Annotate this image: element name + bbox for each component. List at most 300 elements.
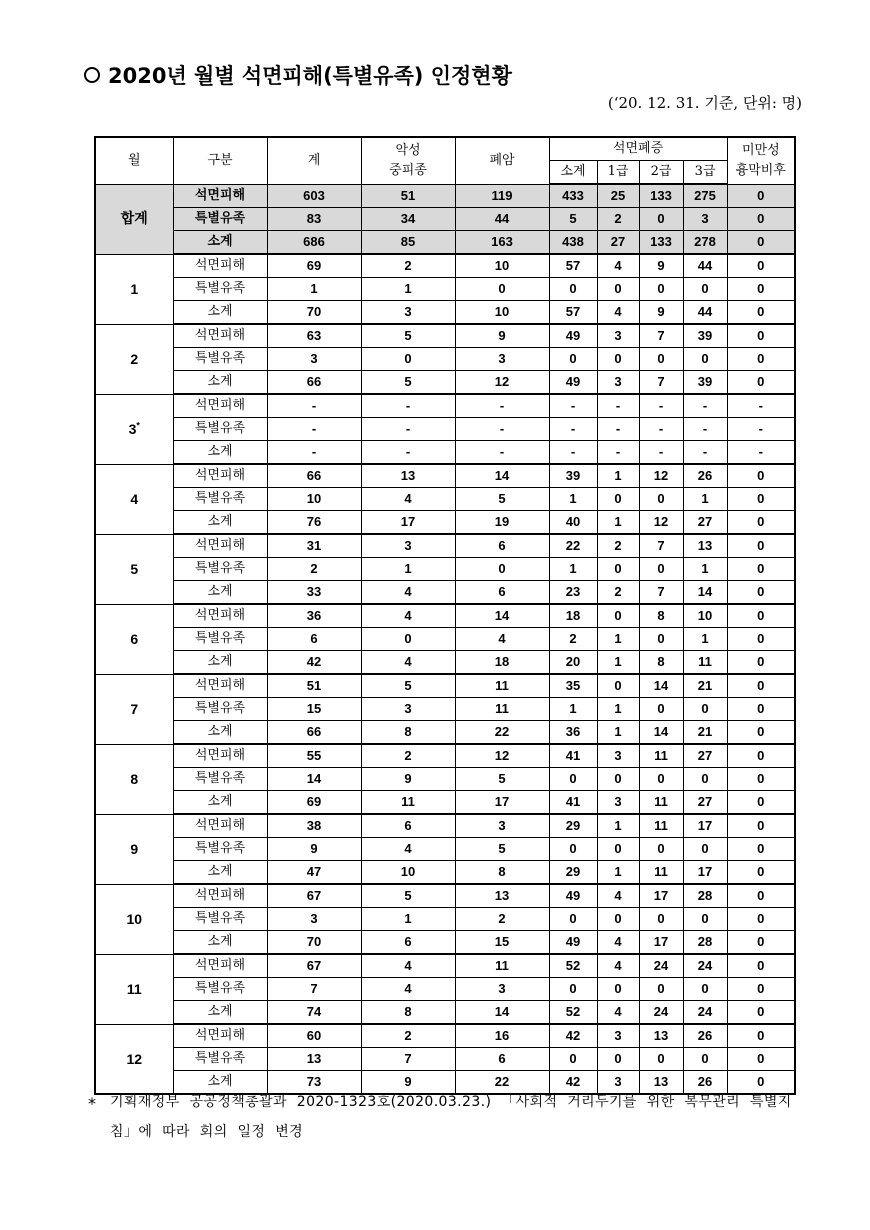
value-cell: 17 bbox=[455, 791, 549, 815]
value-cell: 0 bbox=[639, 628, 683, 651]
header-asbestosis: 석면폐증 bbox=[549, 137, 727, 161]
value-cell: 55 bbox=[267, 744, 361, 768]
value-cell: 57 bbox=[549, 301, 597, 325]
value-cell: 14 bbox=[639, 721, 683, 745]
table-row bbox=[95, 698, 795, 721]
value-cell: 0 bbox=[727, 884, 795, 908]
value-cell: 0 bbox=[639, 558, 683, 581]
month-cell bbox=[95, 814, 173, 884]
value-cell: - bbox=[267, 394, 361, 418]
value-cell: 0 bbox=[639, 908, 683, 931]
value-cell: 2 bbox=[549, 628, 597, 651]
value-cell: 6 bbox=[455, 534, 549, 558]
value-cell: - bbox=[267, 441, 361, 465]
value-cell: 13 bbox=[639, 1024, 683, 1048]
category-cell: 특별유족 bbox=[173, 698, 267, 721]
value-cell: 14 bbox=[455, 604, 549, 628]
value-cell: - bbox=[639, 441, 683, 465]
value-cell: 24 bbox=[683, 1001, 727, 1025]
value-cell: 2 bbox=[597, 581, 639, 605]
value-cell: 433 bbox=[549, 184, 597, 208]
value-cell: 17 bbox=[639, 931, 683, 955]
value-cell: 69 bbox=[267, 254, 361, 278]
value-cell: 24 bbox=[683, 954, 727, 978]
value-cell: 1 bbox=[597, 511, 639, 535]
value-cell: 17 bbox=[639, 884, 683, 908]
value-cell: 10 bbox=[683, 604, 727, 628]
value-cell: 1 bbox=[683, 628, 727, 651]
value-cell: 686 bbox=[267, 231, 361, 255]
value-cell: - bbox=[361, 418, 455, 441]
value-cell: - bbox=[683, 394, 727, 418]
table-row bbox=[95, 371, 795, 395]
value-cell: 24 bbox=[639, 954, 683, 978]
month-label: 7 bbox=[130, 701, 139, 717]
value-cell: 28 bbox=[683, 931, 727, 955]
table-row bbox=[95, 978, 795, 1001]
value-cell: 0 bbox=[683, 1048, 727, 1071]
month-label: 3 bbox=[128, 421, 137, 437]
table-row bbox=[95, 814, 795, 838]
value-cell: 27 bbox=[683, 511, 727, 535]
value-cell: 1 bbox=[361, 908, 455, 931]
value-cell: 0 bbox=[549, 1048, 597, 1071]
value-cell: 10 bbox=[267, 488, 361, 511]
header-mesothelioma: 악성 중피종 bbox=[361, 137, 455, 184]
month-cell bbox=[95, 674, 173, 744]
value-cell: 8 bbox=[361, 721, 455, 745]
value-cell: 10 bbox=[455, 254, 549, 278]
value-cell: 0 bbox=[727, 744, 795, 768]
value-cell: - bbox=[639, 394, 683, 418]
value-cell: 1 bbox=[549, 698, 597, 721]
value-cell: 24 bbox=[639, 1001, 683, 1025]
value-cell: 2 bbox=[361, 744, 455, 768]
table-row bbox=[95, 931, 795, 955]
value-cell: 41 bbox=[549, 744, 597, 768]
value-cell: 0 bbox=[597, 768, 639, 791]
table-row bbox=[95, 838, 795, 861]
value-cell: 27 bbox=[683, 791, 727, 815]
category-cell: 특별유족 bbox=[173, 348, 267, 371]
table-row bbox=[95, 581, 795, 605]
value-cell: 5 bbox=[361, 371, 455, 395]
value-cell: 4 bbox=[361, 651, 455, 675]
value-cell: - bbox=[639, 418, 683, 441]
category-cell: 특별유족 bbox=[173, 418, 267, 441]
value-cell: 6 bbox=[455, 581, 549, 605]
value-cell: 18 bbox=[549, 604, 597, 628]
value-cell: 4 bbox=[361, 838, 455, 861]
category-cell: 특별유족 bbox=[173, 278, 267, 301]
month-cell bbox=[95, 254, 173, 324]
month-cell bbox=[95, 324, 173, 394]
value-cell: 0 bbox=[727, 954, 795, 978]
value-cell: 21 bbox=[683, 674, 727, 698]
value-cell: 49 bbox=[549, 884, 597, 908]
value-cell: 11 bbox=[455, 954, 549, 978]
value-cell: 0 bbox=[727, 581, 795, 605]
table-row bbox=[95, 394, 795, 418]
value-cell: 2 bbox=[361, 1024, 455, 1048]
category-cell: 소계 bbox=[173, 301, 267, 325]
category-cell: 소계 bbox=[173, 861, 267, 885]
value-cell: 27 bbox=[683, 744, 727, 768]
month-label: 9 bbox=[130, 841, 139, 857]
value-cell: 2 bbox=[455, 908, 549, 931]
value-cell: 1 bbox=[597, 464, 639, 488]
value-cell: 119 bbox=[455, 184, 549, 208]
value-cell: 4 bbox=[597, 254, 639, 278]
table-row bbox=[95, 441, 795, 465]
value-cell: 0 bbox=[727, 511, 795, 535]
value-cell: - bbox=[361, 441, 455, 465]
value-cell: 0 bbox=[683, 978, 727, 1001]
value-cell: 2 bbox=[597, 208, 639, 231]
value-cell: 1 bbox=[267, 278, 361, 301]
value-cell: - bbox=[683, 418, 727, 441]
table-row bbox=[95, 1001, 795, 1025]
value-cell: 13 bbox=[267, 1048, 361, 1071]
value-cell: 0 bbox=[727, 301, 795, 325]
month-label: 8 bbox=[130, 771, 139, 787]
value-cell: 0 bbox=[639, 768, 683, 791]
value-cell: 4 bbox=[455, 628, 549, 651]
category-cell: 소계 bbox=[173, 511, 267, 535]
value-cell: 12 bbox=[455, 371, 549, 395]
value-cell: 0 bbox=[727, 254, 795, 278]
value-cell: 4 bbox=[597, 931, 639, 955]
table-row bbox=[95, 861, 795, 885]
value-cell: 36 bbox=[549, 721, 597, 745]
value-cell: 0 bbox=[727, 1048, 795, 1071]
table-row bbox=[95, 791, 795, 815]
month-label: 11 bbox=[126, 981, 142, 997]
value-cell: 9 bbox=[639, 254, 683, 278]
value-cell: 15 bbox=[455, 931, 549, 955]
value-cell: 133 bbox=[639, 184, 683, 208]
value-cell: 7 bbox=[267, 978, 361, 1001]
value-cell: - bbox=[455, 441, 549, 465]
table-row bbox=[95, 1024, 795, 1048]
category-cell: 소계 bbox=[173, 581, 267, 605]
value-cell: 60 bbox=[267, 1024, 361, 1048]
footnote-ref-mark: * bbox=[136, 420, 140, 431]
header-grade-3: 3급 bbox=[683, 161, 727, 185]
value-cell: 11 bbox=[639, 744, 683, 768]
value-cell: 8 bbox=[361, 1001, 455, 1025]
value-cell: 41 bbox=[549, 791, 597, 815]
value-cell: 5 bbox=[455, 488, 549, 511]
category-cell: 석면피해 bbox=[173, 184, 267, 208]
value-cell: 35 bbox=[549, 674, 597, 698]
value-cell: 0 bbox=[727, 324, 795, 348]
table-row bbox=[95, 348, 795, 371]
value-cell: 38 bbox=[267, 814, 361, 838]
value-cell: 0 bbox=[727, 464, 795, 488]
value-cell: 0 bbox=[727, 721, 795, 745]
month-label: 10 bbox=[126, 911, 143, 927]
value-cell: 3 bbox=[267, 908, 361, 931]
value-cell: 7 bbox=[361, 1048, 455, 1071]
value-cell: 0 bbox=[639, 208, 683, 231]
value-cell: 0 bbox=[549, 838, 597, 861]
value-cell: 1 bbox=[361, 278, 455, 301]
value-cell: 49 bbox=[549, 931, 597, 955]
value-cell: 6 bbox=[267, 628, 361, 651]
value-cell: 0 bbox=[727, 1001, 795, 1025]
value-cell: 0 bbox=[727, 908, 795, 931]
value-cell: 11 bbox=[455, 674, 549, 698]
value-cell: 3 bbox=[597, 1071, 639, 1095]
table-row bbox=[95, 278, 795, 301]
value-cell: 0 bbox=[597, 558, 639, 581]
header-total: 계 bbox=[267, 137, 361, 184]
value-cell: 0 bbox=[639, 488, 683, 511]
value-cell: 3 bbox=[361, 301, 455, 325]
table-row bbox=[95, 231, 795, 255]
value-cell: 4 bbox=[597, 301, 639, 325]
value-cell: 11 bbox=[361, 791, 455, 815]
value-cell: 0 bbox=[727, 184, 795, 208]
value-cell: 0 bbox=[683, 768, 727, 791]
circle-bullet-icon bbox=[84, 67, 100, 83]
table-row bbox=[95, 534, 795, 558]
value-cell: 14 bbox=[639, 674, 683, 698]
value-cell: 63 bbox=[267, 324, 361, 348]
value-cell: - bbox=[597, 394, 639, 418]
table-body bbox=[95, 184, 795, 1094]
value-cell: 0 bbox=[639, 348, 683, 371]
value-cell: 0 bbox=[727, 931, 795, 955]
table-row bbox=[95, 254, 795, 278]
value-cell: 17 bbox=[361, 511, 455, 535]
value-cell: 14 bbox=[455, 1001, 549, 1025]
value-cell: 76 bbox=[267, 511, 361, 535]
value-cell: 275 bbox=[683, 184, 727, 208]
table-row bbox=[95, 301, 795, 325]
category-cell: 석면피해 bbox=[173, 324, 267, 348]
value-cell: 14 bbox=[267, 768, 361, 791]
value-cell: 1 bbox=[683, 488, 727, 511]
value-cell: 0 bbox=[727, 488, 795, 511]
value-cell: 0 bbox=[549, 348, 597, 371]
value-cell: 26 bbox=[683, 1024, 727, 1048]
table-row bbox=[95, 954, 795, 978]
recognition-table bbox=[94, 136, 796, 1095]
value-cell: 9 bbox=[455, 324, 549, 348]
value-cell: 0 bbox=[549, 768, 597, 791]
value-cell: 12 bbox=[639, 464, 683, 488]
value-cell: 13 bbox=[639, 1071, 683, 1095]
category-cell: 소계 bbox=[173, 651, 267, 675]
value-cell: 6 bbox=[361, 814, 455, 838]
value-cell: - bbox=[549, 394, 597, 418]
value-cell: 22 bbox=[549, 534, 597, 558]
value-cell: 52 bbox=[549, 1001, 597, 1025]
value-cell: 0 bbox=[683, 348, 727, 371]
value-cell: 0 bbox=[639, 698, 683, 721]
table-row bbox=[95, 488, 795, 511]
value-cell: 3 bbox=[597, 791, 639, 815]
value-cell: 51 bbox=[267, 674, 361, 698]
value-cell: 44 bbox=[455, 208, 549, 231]
value-cell: 17 bbox=[683, 861, 727, 885]
table-row bbox=[95, 184, 795, 208]
value-cell: 12 bbox=[455, 744, 549, 768]
value-cell: 0 bbox=[455, 558, 549, 581]
value-cell: 44 bbox=[683, 254, 727, 278]
value-cell: 0 bbox=[683, 838, 727, 861]
value-cell: 49 bbox=[549, 324, 597, 348]
value-cell: 10 bbox=[361, 861, 455, 885]
month-label: 1 bbox=[130, 281, 139, 297]
value-cell: 5 bbox=[361, 324, 455, 348]
value-cell: 9 bbox=[361, 768, 455, 791]
category-cell: 특별유족 bbox=[173, 768, 267, 791]
value-cell: 278 bbox=[683, 231, 727, 255]
footnote-mark: * bbox=[88, 1094, 96, 1113]
header-row-1 bbox=[95, 137, 795, 161]
category-cell: 소계 bbox=[173, 721, 267, 745]
value-cell: 0 bbox=[597, 348, 639, 371]
value-cell: 4 bbox=[361, 488, 455, 511]
value-cell: - bbox=[361, 394, 455, 418]
value-cell: 11 bbox=[639, 814, 683, 838]
value-cell: 4 bbox=[361, 581, 455, 605]
value-cell: 13 bbox=[361, 464, 455, 488]
value-cell: 4 bbox=[361, 604, 455, 628]
value-cell: 0 bbox=[597, 908, 639, 931]
value-cell: 27 bbox=[597, 231, 639, 255]
value-cell: 39 bbox=[549, 464, 597, 488]
value-cell: 0 bbox=[727, 791, 795, 815]
value-cell: 44 bbox=[683, 301, 727, 325]
value-cell: 3 bbox=[361, 534, 455, 558]
value-cell: 0 bbox=[727, 768, 795, 791]
month-label: 12 bbox=[126, 1050, 143, 1067]
category-cell: 특별유족 bbox=[173, 838, 267, 861]
value-cell: 0 bbox=[727, 1071, 795, 1095]
value-cell: 0 bbox=[727, 348, 795, 371]
category-cell: 소계 bbox=[173, 931, 267, 955]
value-cell: 83 bbox=[267, 208, 361, 231]
value-cell: 8 bbox=[455, 861, 549, 885]
value-cell: 39 bbox=[683, 324, 727, 348]
month-cell bbox=[95, 394, 173, 464]
table-row bbox=[95, 324, 795, 348]
value-cell: 5 bbox=[455, 768, 549, 791]
value-cell: 57 bbox=[549, 254, 597, 278]
value-cell: 0 bbox=[597, 604, 639, 628]
value-cell: 2 bbox=[597, 534, 639, 558]
value-cell: 163 bbox=[455, 231, 549, 255]
value-cell: 0 bbox=[727, 558, 795, 581]
value-cell: 0 bbox=[727, 534, 795, 558]
value-cell: 49 bbox=[549, 371, 597, 395]
value-cell: 0 bbox=[683, 278, 727, 301]
table-row bbox=[95, 768, 795, 791]
value-cell: 29 bbox=[549, 814, 597, 838]
value-cell: 6 bbox=[361, 931, 455, 955]
value-cell: 438 bbox=[549, 231, 597, 255]
value-cell: 8 bbox=[639, 604, 683, 628]
table-row bbox=[95, 1048, 795, 1071]
value-cell: 0 bbox=[639, 1048, 683, 1071]
value-cell: 1 bbox=[361, 558, 455, 581]
value-cell: 13 bbox=[455, 884, 549, 908]
header-grade-1: 1급 bbox=[597, 161, 639, 185]
value-cell: - bbox=[727, 394, 795, 418]
value-cell: 42 bbox=[267, 651, 361, 675]
value-cell: 12 bbox=[639, 511, 683, 535]
value-cell: 18 bbox=[455, 651, 549, 675]
value-cell: 19 bbox=[455, 511, 549, 535]
value-cell: 16 bbox=[455, 1024, 549, 1048]
value-cell: - bbox=[455, 394, 549, 418]
value-cell: 1 bbox=[683, 558, 727, 581]
value-cell: 0 bbox=[597, 488, 639, 511]
value-cell: 0 bbox=[727, 698, 795, 721]
value-cell: 11 bbox=[455, 698, 549, 721]
page-title-text: 2020년 월별 석면피해(특별유족) 인정현황 bbox=[108, 64, 512, 88]
value-cell: 67 bbox=[267, 954, 361, 978]
value-cell: 3 bbox=[267, 348, 361, 371]
value-cell: - bbox=[727, 441, 795, 465]
value-cell: 42 bbox=[549, 1024, 597, 1048]
month-cell bbox=[95, 604, 173, 674]
value-cell: 11 bbox=[639, 791, 683, 815]
value-cell: 13 bbox=[683, 534, 727, 558]
value-cell: 22 bbox=[455, 721, 549, 745]
category-cell: 소계 bbox=[173, 231, 267, 255]
value-cell: 0 bbox=[727, 628, 795, 651]
value-cell: 11 bbox=[639, 861, 683, 885]
value-cell: 74 bbox=[267, 1001, 361, 1025]
category-cell: 특별유족 bbox=[173, 978, 267, 1001]
value-cell: 66 bbox=[267, 371, 361, 395]
value-cell: - bbox=[455, 418, 549, 441]
value-cell: 4 bbox=[597, 1001, 639, 1025]
value-cell: 0 bbox=[727, 674, 795, 698]
value-cell: 21 bbox=[683, 721, 727, 745]
value-cell: 3 bbox=[683, 208, 727, 231]
value-cell: 0 bbox=[639, 278, 683, 301]
value-cell: 17 bbox=[683, 814, 727, 838]
month-cell bbox=[95, 884, 173, 954]
value-cell: 66 bbox=[267, 721, 361, 745]
value-cell: 0 bbox=[639, 838, 683, 861]
value-cell: 67 bbox=[267, 884, 361, 908]
category-cell: 소계 bbox=[173, 441, 267, 465]
value-cell: 15 bbox=[267, 698, 361, 721]
value-cell: 14 bbox=[455, 464, 549, 488]
value-cell: 0 bbox=[455, 278, 549, 301]
table-row bbox=[95, 908, 795, 931]
value-cell: 133 bbox=[639, 231, 683, 255]
value-cell: 7 bbox=[639, 371, 683, 395]
value-cell: 70 bbox=[267, 301, 361, 325]
category-cell: 석면피해 bbox=[173, 744, 267, 768]
value-cell: 4 bbox=[361, 954, 455, 978]
month-cell bbox=[95, 954, 173, 1024]
month-label: 5 bbox=[130, 561, 139, 577]
unit-note: (‘20. 12. 31. 기준, 단위: 명) bbox=[607, 94, 802, 112]
value-cell: 11 bbox=[683, 651, 727, 675]
value-cell: 1 bbox=[549, 488, 597, 511]
value-cell: 603 bbox=[267, 184, 361, 208]
value-cell: 3 bbox=[597, 324, 639, 348]
